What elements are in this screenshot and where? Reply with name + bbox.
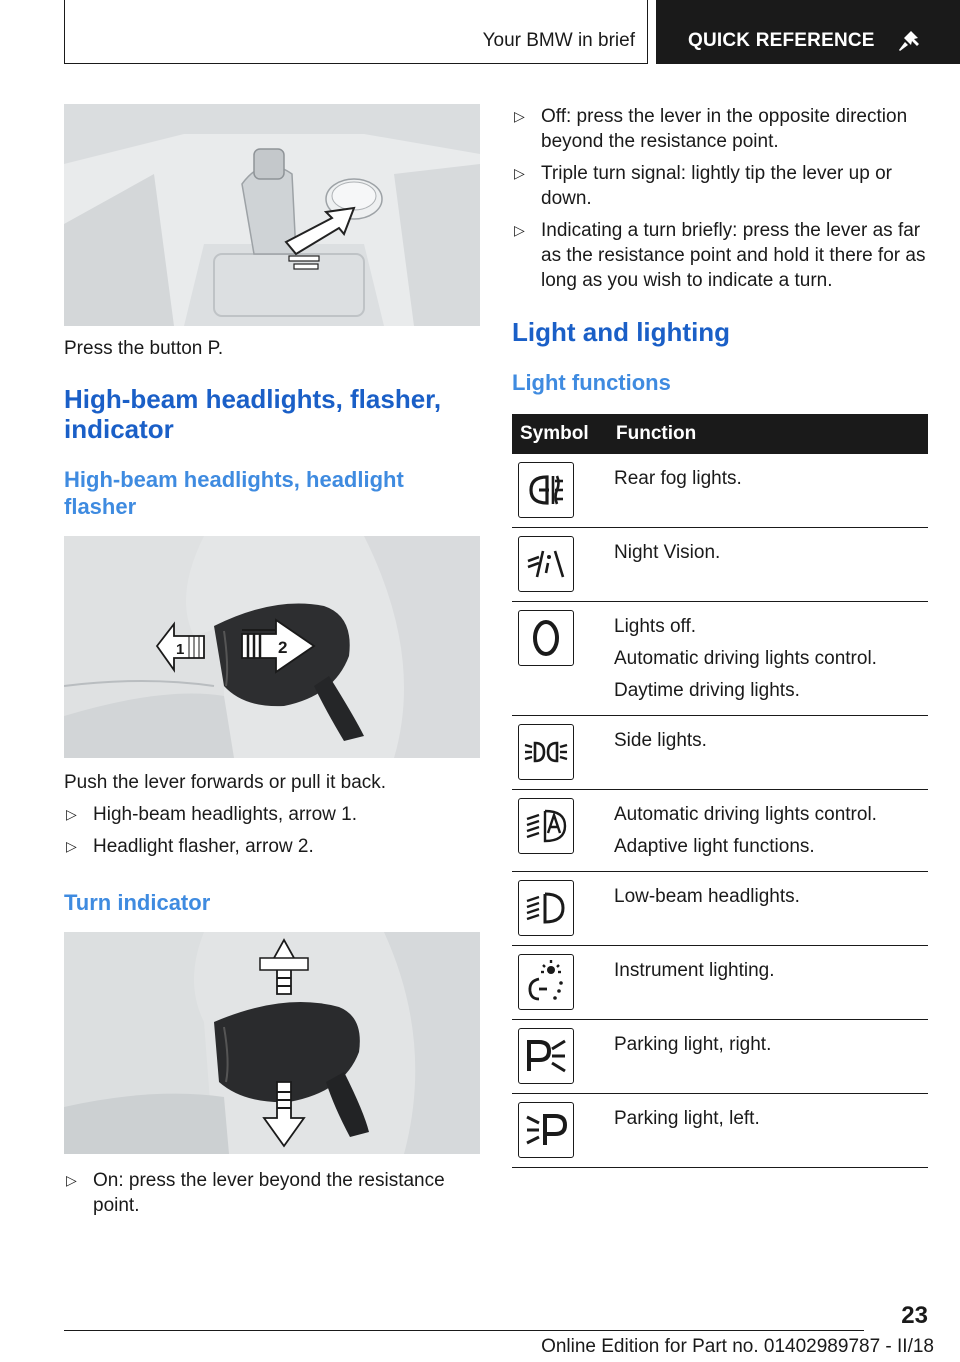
lightning-icon <box>896 28 922 54</box>
table-row <box>512 946 928 1020</box>
bullet-triangle-icon: ▷ <box>514 222 525 238</box>
automatic-lights-icon <box>518 798 574 854</box>
left-column <box>64 104 480 1218</box>
table-row <box>512 602 928 716</box>
list-item: ▷ Off: press the lever in the opposite direction beyond the resistance point. <box>514 106 908 152</box>
turn-signal-list <box>512 104 928 293</box>
header-section-box <box>64 0 648 64</box>
function-text: Daytime driving lights. <box>614 680 800 701</box>
table-row <box>512 716 928 790</box>
function-text: Parking light, right. <box>614 1034 772 1055</box>
list-item: ▷ Indicating a turn briefly: press the lever as far as the resistance point and hold it there for as long as you wish to indicate a turn. <box>514 220 926 291</box>
table-header-row <box>512 414 928 454</box>
function-column-header: Function <box>608 414 928 454</box>
turn-on-list <box>64 1168 480 1218</box>
lever-instruction-text: Push the lever forwards or pull it back. <box>64 772 387 793</box>
arrow-1-label: 1 <box>176 641 185 658</box>
symbol-column-header: Symbol <box>512 414 608 454</box>
function-text: Night Vision. <box>614 542 721 563</box>
light-functions-heading: Light functions <box>512 370 671 395</box>
function-text: Adaptive light functions. <box>614 836 815 857</box>
header-chapter-title: QUICK REFERENCE <box>688 30 875 51</box>
side-lights-icon <box>518 724 574 780</box>
footer-divider <box>64 1330 864 1331</box>
high-beam-flasher-indicator-heading: High-beam headlights, flasher, indicator <box>64 384 442 444</box>
bullet-triangle-icon: ▷ <box>66 1172 77 1188</box>
function-text: Instrument lighting. <box>614 960 775 981</box>
function-text: Parking light, left. <box>614 1108 760 1129</box>
header-section-title: Your BMW in brief <box>482 30 635 51</box>
headlight-lever-image <box>64 536 480 758</box>
parking-light-right-icon <box>518 1028 574 1084</box>
bullet-triangle-icon: ▷ <box>514 165 525 181</box>
table-row <box>512 790 928 872</box>
light-and-lighting-heading: Light and lighting <box>512 317 731 347</box>
night-vision-icon <box>518 536 574 592</box>
function-text: Low-beam headlights. <box>614 886 800 907</box>
function-text: Lights off. <box>614 616 697 637</box>
function-text: Rear fog lights. <box>614 468 742 489</box>
table-row <box>512 454 928 528</box>
arrow-2-label: 2 <box>278 638 288 657</box>
bullet-triangle-icon: ▷ <box>66 838 77 854</box>
function-text: Side lights. <box>614 730 707 751</box>
table-row <box>512 872 928 946</box>
table-row <box>512 1020 928 1094</box>
lights-off-icon <box>518 610 574 666</box>
parking-light-left-icon <box>518 1102 574 1158</box>
turn-indicator-image <box>64 932 480 1154</box>
bullet-triangle-icon: ▷ <box>514 108 525 124</box>
right-column <box>512 104 928 1168</box>
list-item: ▷ On: press the lever beyond the resistance point. <box>66 1170 445 1216</box>
list-item: ▷ High-beam headlights, arrow 1. <box>66 804 358 825</box>
table-row <box>512 528 928 602</box>
table-row <box>512 1094 928 1168</box>
light-functions-table <box>512 414 928 1168</box>
gear-selector-image <box>64 104 480 326</box>
lever-options-list <box>64 802 480 859</box>
footer-edition: Online Edition for Part no. 01402989787 - II/18 <box>541 1336 934 1357</box>
function-text: Automatic driving lights control. <box>614 648 877 669</box>
instrument-lighting-icon <box>518 954 574 1010</box>
page-number: 23 <box>901 1302 928 1329</box>
press-p-caption: Press the button P. <box>64 338 224 359</box>
header-chapter-box <box>656 0 960 64</box>
list-item: ▷ Triple turn signal: lightly tip the lever up or down. <box>514 163 892 209</box>
low-beam-icon <box>518 880 574 936</box>
high-beam-headlight-flasher-heading: High-beam headlights, headlight flasher <box>64 467 404 519</box>
rear-fog-lights-icon <box>518 462 574 518</box>
bullet-triangle-icon: ▷ <box>66 806 77 822</box>
turn-indicator-heading: Turn indicator <box>64 890 211 915</box>
function-text: Automatic driving lights control. <box>614 804 877 825</box>
list-item: ▷ Headlight flasher, arrow 2. <box>66 836 314 857</box>
